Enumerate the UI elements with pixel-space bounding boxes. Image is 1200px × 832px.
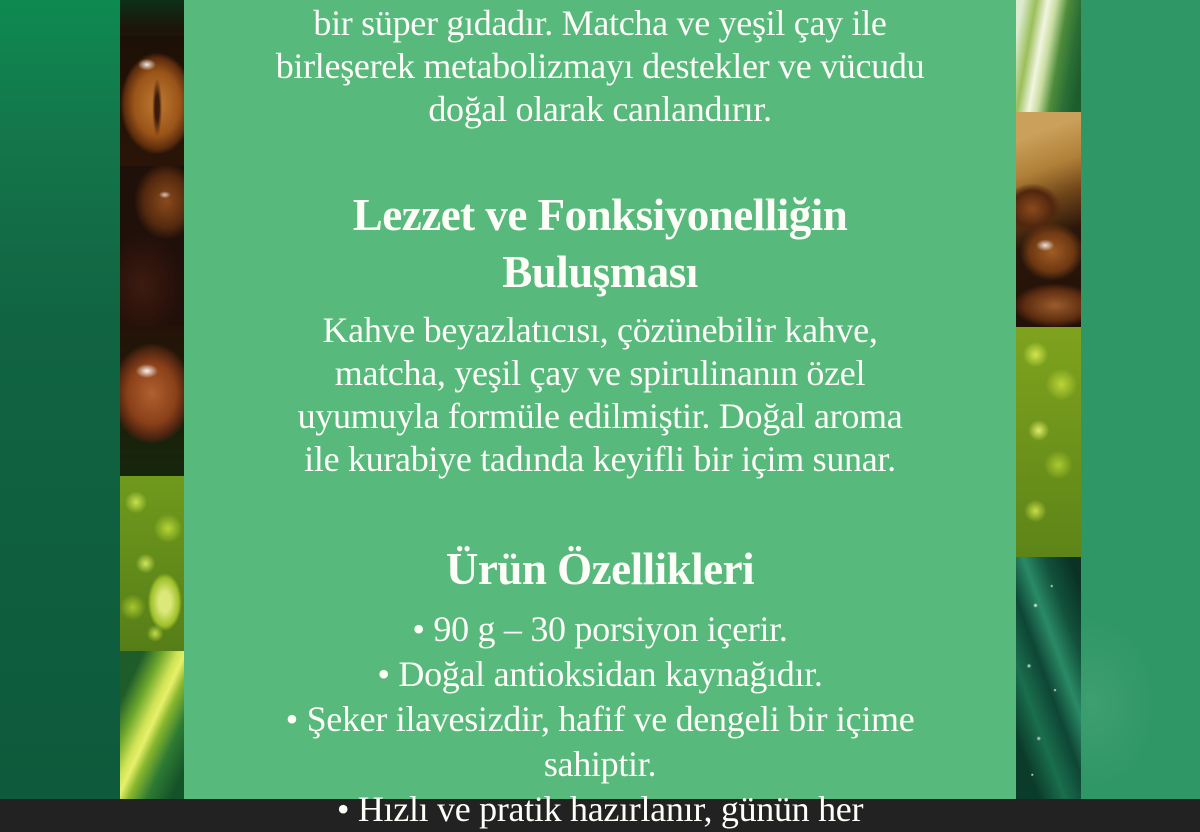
intro-line: bir süper gıdadır. Matcha ve yeşil çay ile — [313, 3, 887, 43]
right-photo-strip — [1016, 0, 1081, 799]
left-photo-coffee-bean — [120, 36, 184, 166]
feature-item: • 90 g – 30 porsiyon içerir. — [412, 609, 788, 649]
flavor-section-heading — [184, 187, 1016, 301]
left-border-panel — [0, 0, 120, 799]
left-photo-matcha-moss — [120, 476, 184, 651]
intro-paragraph — [184, 2, 1016, 131]
feature-item: • Şeker ilavesizdir, hafif ve dengeli bir içime — [285, 699, 915, 739]
left-photo-glossy-bean — [120, 326, 184, 476]
feature-item: • Hızlı ve pratik hazırlanır, günün her — [336, 789, 864, 829]
right-photo-dark-leaves — [1016, 557, 1081, 799]
content-panel — [184, 0, 1016, 829]
flavor-paragraph — [184, 309, 1016, 481]
flavor-line: matcha, yeşil çay ve spirulinanın özel — [334, 353, 866, 393]
intro-line: birleşerek metabolizmayı destekler ve vücudu — [275, 46, 925, 86]
right-photo-matcha-moss — [1016, 327, 1081, 557]
left-photo-green-leaf — [120, 651, 184, 799]
left-photo-dark-beans — [120, 166, 184, 326]
flavor-line: ile kurabiye tadında keyifli bir içim sunar. — [304, 439, 896, 479]
features-section-heading: Ürün Özellikleri — [445, 544, 755, 594]
right-border-panel — [1081, 0, 1200, 799]
features-list — [184, 607, 1016, 832]
right-photo-leaf-swirl — [1016, 0, 1081, 112]
intro-line: doğal olarak canlandırır. — [428, 89, 772, 129]
heading-line: Buluşması — [502, 247, 698, 297]
flavor-line: uyumuyla formüle edilmiştir. Doğal aroma — [297, 396, 903, 436]
feature-item: sahiptir. — [543, 744, 657, 784]
flavor-line: Kahve beyazlatıcısı, çözünebilir kahve, — [322, 310, 878, 350]
heading-line: Lezzet ve Fonksiyonelliğin — [352, 190, 848, 240]
feature-item: • Doğal antioksidan kaynağıdır. — [377, 654, 823, 694]
left-photo-strip — [120, 0, 184, 799]
left-photo-dark-top — [120, 0, 184, 36]
right-photo-coffee-beans — [1016, 112, 1081, 327]
